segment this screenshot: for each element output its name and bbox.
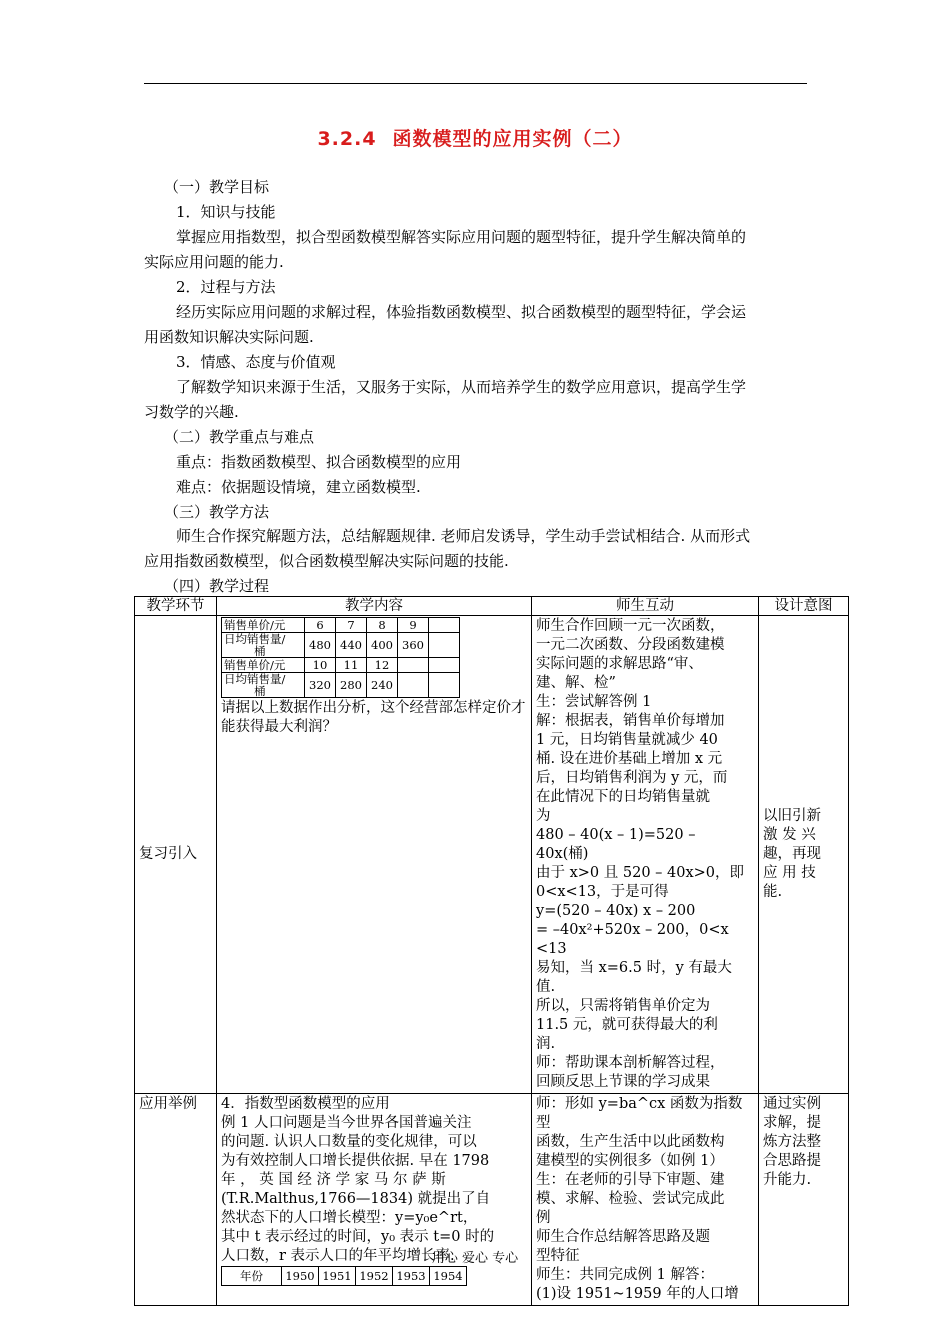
paragraph-line: 难点：依据题设情境，建立函数模型. bbox=[176, 478, 421, 496]
title-number: 3.2.4 bbox=[317, 128, 377, 150]
intent-cell: 以旧引新 激 发 兴 趣，再现 应 用 技 能. bbox=[759, 616, 849, 1094]
header-rule bbox=[144, 83, 807, 84]
paragraph-line: 习数学的兴趣. bbox=[144, 403, 239, 421]
paragraph-line: 应用指数函数模型，似合函数模型解决实际问题的技能. bbox=[144, 552, 509, 570]
document-title bbox=[0, 124, 950, 151]
table-header-row bbox=[135, 597, 849, 616]
question-text: 请据以上数据作出分析，这个经营部怎样定价才能获得最大利润？ bbox=[221, 700, 526, 735]
subheading: 2．过程与方法 bbox=[176, 278, 276, 296]
table-row bbox=[135, 1094, 849, 1306]
paragraph-line: 师生合作探究解题方法，总结解题规律. 老师启发诱导，学生动手尝试相结合. 从而形式 bbox=[176, 527, 751, 545]
intent-cell: 通过实例 求解，提 炼方法整 合思路提 升能力. bbox=[759, 1094, 849, 1306]
page-footer: 用心 爱心 专心 bbox=[431, 1251, 519, 1266]
paragraph-line: 用函数知识解决实际问题. bbox=[144, 328, 314, 346]
stage-cell: 应用举例 bbox=[135, 1094, 217, 1306]
header-interaction: 师生互动 bbox=[532, 597, 759, 616]
paragraph-line: 重点：指数函数模型、拟合函数模型的应用 bbox=[176, 453, 462, 471]
stage-cell: 复习引入 bbox=[135, 616, 217, 1094]
section-heading: （一）教学目标 bbox=[164, 178, 270, 196]
content-cell bbox=[217, 616, 532, 1094]
population-table: 年份 1950 1951 1952 1953 1954 bbox=[221, 1266, 467, 1286]
header-intent: 设计意图 bbox=[759, 597, 849, 616]
paragraph-line: 了解数学知识来源于生活，又服务于实际，从而培养学生的数学应用意识，提高学生学 bbox=[176, 378, 747, 396]
table-row bbox=[135, 616, 849, 1094]
section-heading: （四）教学过程 bbox=[164, 577, 270, 595]
section-heading: （二）教学重点与难点 bbox=[164, 428, 315, 446]
sales-table: 销售单价/元 6 7 8 9 日均销售量/ 桶 480 440 400 360 销售单价/元 10 11 12 日均销售量/ 桶 320 280 240 bbox=[221, 617, 460, 698]
paragraph-line: 经历实际应用问题的求解过程，体验指数函数模型、拟合函数模型的题型特征，学会运 bbox=[176, 303, 747, 321]
content-cell: 4．指数型函数模型的应用 例 1 人口问题是当今世界各国普遍关注 的问题. 认识人口数量的变化规律，可以 为有效控制人口增长提供依据. 早在 1798 年 ， 英 国 经 济 学 家 马 尔 萨 斯 (T.R.Malthus,1766—1834) 就提出了自 然状态下的人口增长模型：y=y₀e^rt， 其中 t 表示经过的时间，y₀ 表示 t=0 时的 人口数，r 表示人口的年平均增长率. 年份 1950 1951 1952 1953 1954 bbox=[217, 1094, 532, 1306]
section-heading: （三）教学方法 bbox=[164, 503, 270, 521]
interaction-cell: 师生合作回顾一元一次函数， 一元二次函数、分段函数建模 实际问题的求解思路“审、 建、解、检” 生：尝试解答例 1 解：根据表，销售单价每增加 1 元，日均销售量就减少 40 桶. 设在进价基础上增加 x 元 后，日均销售利润为 y 元，而 在此情况下的日均销售量就 为 480 – 40(x – 1)=520 – 40x(桶) 由于 x>0 且 520 – 40x>0，即 0<x<13，于是可得 y=(520 – 40x) x – 200 = –40x²+520x – 200，0<x <13 易知，当 x=6.5 时，y 有最大 值. 所以，只需将销售单价定为 11.5 元，就可获得最大的利 润. 师：帮助课本剖析解答过程， 回顾反思上节课的学习成果 bbox=[532, 616, 759, 1094]
interaction-cell: 师：形如 y=ba^cx 函数为指数型 函数，生产生活中以此函数构 建模型的实例很多（如例 1） 生：在老师的引导下审题、建 模、求解、检验、尝试完成此 例 师生合作总结解答思路及题 型特征 师生：共同完成例 1 解答： (1)设 1951~1959 年的人口增 bbox=[532, 1094, 759, 1306]
paragraph-line: 掌握应用指数型，拟合型函数模型解答实际应用问题的题型特征，提升学生解决简单的 bbox=[176, 228, 747, 246]
subheading: 3．情感、态度与价值观 bbox=[176, 353, 336, 371]
teaching-process-table bbox=[134, 596, 849, 1306]
header-stage: 教学环节 bbox=[135, 597, 217, 616]
title-text: 函数模型的应用实例（二） bbox=[392, 128, 633, 150]
header-content: 教学内容 bbox=[217, 597, 532, 616]
paragraph-line: 实际应用问题的能力. bbox=[144, 253, 284, 271]
subheading: 1．知识与技能 bbox=[176, 203, 276, 221]
